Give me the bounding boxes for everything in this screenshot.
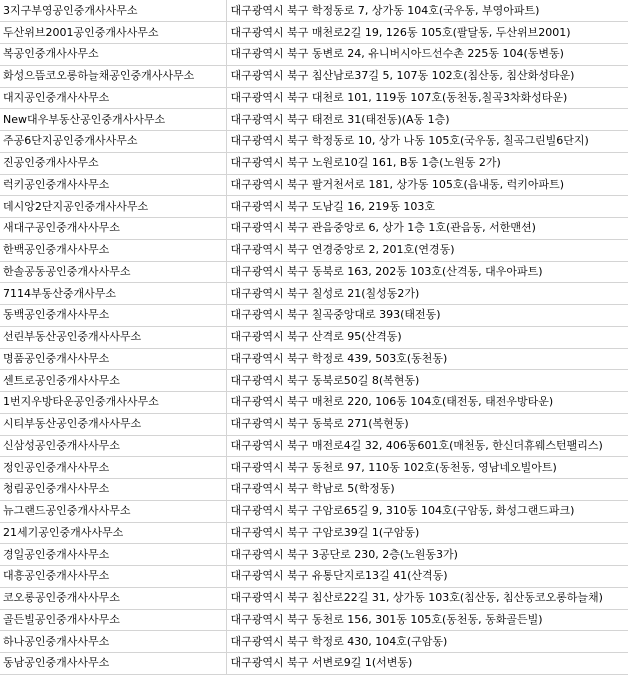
- office-name-cell[interactable]: 데시앙2단지공인중개사사무소: [0, 196, 226, 218]
- office-name-cell[interactable]: 시티부동산공인중개사사무소: [0, 413, 226, 435]
- table-row[interactable]: [0, 239, 628, 261]
- office-address-cell[interactable]: 대구광역시 북구 학정동로 7, 상가동 104호(국우동, 부영아파트): [226, 0, 628, 22]
- office-address-cell[interactable]: 대구광역시 북구 노원로10길 161, B동 1층(노원동 2가): [226, 152, 628, 174]
- office-address-cell[interactable]: 대구광역시 북구 3공단로 230, 2층(노원동3가): [226, 544, 628, 566]
- office-address-cell[interactable]: 대구광역시 북구 대천로 101, 119동 107호(동천동,칠곡3차화성타운): [226, 87, 628, 109]
- table-row[interactable]: [0, 283, 628, 305]
- table-row[interactable]: [0, 370, 628, 392]
- office-name-cell[interactable]: 센트로공인중개사사무소: [0, 370, 226, 392]
- office-name-cell[interactable]: 정인공인중개사사무소: [0, 457, 226, 479]
- office-name-cell[interactable]: New대우부동산공인중개사사무소: [0, 109, 226, 131]
- table-row[interactable]: [0, 65, 628, 87]
- office-name-cell[interactable]: 7114부동산중개사무소: [0, 283, 226, 305]
- table-row[interactable]: [0, 326, 628, 348]
- office-name-cell[interactable]: 한백공인중개사사무소: [0, 239, 226, 261]
- table-row[interactable]: [0, 152, 628, 174]
- office-name-cell[interactable]: 진공인중개사사무소: [0, 152, 226, 174]
- office-name-cell[interactable]: 대흥공인중개사사무소: [0, 566, 226, 588]
- office-address-cell[interactable]: 대구광역시 북구 학남로 5(학정동): [226, 479, 628, 501]
- office-address-cell[interactable]: 대구광역시 북구 칠곡중앙대로 393(태전동): [226, 305, 628, 327]
- office-name-cell[interactable]: 선린부동산공인중개사사무소: [0, 326, 226, 348]
- office-address-cell[interactable]: 대구광역시 북구 매천로 220, 106동 104호(태전동, 태전우방타운): [226, 392, 628, 414]
- office-address-cell[interactable]: 대구광역시 북구 동변로 24, 유니버시아드선수촌 225동 104(동변동): [226, 44, 628, 66]
- office-name-cell[interactable]: 한솔공동공인중개사사무소: [0, 261, 226, 283]
- office-address-cell[interactable]: 대구광역시 북구 칠성로 21(칠성동2가): [226, 283, 628, 305]
- office-name-cell[interactable]: 21세기공인중개사사무소: [0, 522, 226, 544]
- table-row[interactable]: [0, 196, 628, 218]
- office-address-cell[interactable]: 대구광역시 북구 학정동로 10, 상가 나동 105호(국우동, 칠곡그린빌6단지): [226, 131, 628, 153]
- office-address-cell[interactable]: 대구광역시 북구 침산남로37길 5, 107동 102호(침산동, 침산화성타운): [226, 65, 628, 87]
- office-address-cell[interactable]: 대구광역시 북구 유통단지로13길 41(산격동): [226, 566, 628, 588]
- office-name-cell[interactable]: 뉴그랜드공인중개사사무소: [0, 500, 226, 522]
- table-row[interactable]: [0, 587, 628, 609]
- office-name-cell[interactable]: 하나공인중개사사무소: [0, 631, 226, 653]
- office-address-cell[interactable]: 대구광역시 북구 동북로 271(복현동): [226, 413, 628, 435]
- table-row[interactable]: [0, 174, 628, 196]
- office-address-cell[interactable]: 대구광역시 북구 도남길 16, 219동 103호: [226, 196, 628, 218]
- table-row[interactable]: [0, 544, 628, 566]
- table-row[interactable]: [0, 435, 628, 457]
- office-name-cell[interactable]: 1번지우방타운공인중개사사무소: [0, 392, 226, 414]
- office-address-cell[interactable]: 대구광역시 북구 산격로 95(산격동): [226, 326, 628, 348]
- office-name-cell[interactable]: 3지구부영공인중개사사무소: [0, 0, 226, 22]
- table-row[interactable]: [0, 500, 628, 522]
- table-row[interactable]: [0, 348, 628, 370]
- table-row[interactable]: [0, 631, 628, 653]
- office-address-cell[interactable]: 대구광역시 북구 매전로4길 32, 406동601호(매천동, 한신더휴웨스턴팰리스): [226, 435, 628, 457]
- office-address-cell[interactable]: 대구광역시 북구 침산로22길 31, 상가동 103호(침산동, 침산동코오롱하늘채): [226, 587, 628, 609]
- table-row[interactable]: [0, 22, 628, 44]
- office-address-cell[interactable]: 대구광역시 북구 서변로9길 1(서변동): [226, 653, 628, 675]
- table-row[interactable]: [0, 457, 628, 479]
- table-row[interactable]: [0, 305, 628, 327]
- table-row[interactable]: [0, 392, 628, 414]
- office-address-cell[interactable]: 대구광역시 북구 동북로 163, 202동 103호(산격동, 대우아파트): [226, 261, 628, 283]
- office-name-cell[interactable]: 신삼성공인중개사사무소: [0, 435, 226, 457]
- office-address-cell[interactable]: 대구광역시 북구 태전로 31(태전동)(A동 1층): [226, 109, 628, 131]
- office-name-cell[interactable]: 대지공인중개사사무소: [0, 87, 226, 109]
- table-row[interactable]: [0, 87, 628, 109]
- office-name-cell[interactable]: 화성으뜸코오롱하늘채공인중개사사무소: [0, 65, 226, 87]
- table-row[interactable]: [0, 413, 628, 435]
- office-address-cell[interactable]: 대구광역시 북구 팔거천서로 181, 상가동 105호(읍내동, 럭키아파트): [226, 174, 628, 196]
- office-address-cell[interactable]: 대구광역시 북구 학정로 439, 503호(동천동): [226, 348, 628, 370]
- table-row[interactable]: [0, 0, 628, 22]
- table-row[interactable]: [0, 131, 628, 153]
- office-address-cell[interactable]: 대구광역시 북구 구암로65길 9, 310동 104호(구암동, 화성그랜드파크): [226, 500, 628, 522]
- office-address-cell[interactable]: 대구광역시 북구 동천로 156, 301동 105호(동천동, 동화골든빌): [226, 609, 628, 631]
- office-address-cell[interactable]: 대구광역시 북구 구암로39길 1(구암동): [226, 522, 628, 544]
- table-row[interactable]: [0, 609, 628, 631]
- office-name-cell[interactable]: 주공6단지공인중개사사무소: [0, 131, 226, 153]
- table-row[interactable]: [0, 44, 628, 66]
- table-row[interactable]: [0, 109, 628, 131]
- office-name-cell[interactable]: 두산위브2001공인중개사사무소: [0, 22, 226, 44]
- table-row[interactable]: [0, 522, 628, 544]
- office-address-cell[interactable]: 대구광역시 북구 동북로50길 8(복현동): [226, 370, 628, 392]
- office-name-cell[interactable]: 동남공인중개사사무소: [0, 653, 226, 675]
- office-name-cell[interactable]: 경일공인중개사사무소: [0, 544, 226, 566]
- office-address-cell[interactable]: 대구광역시 북구 매천로2길 19, 126동 105호(팔달동, 두산위브2001): [226, 22, 628, 44]
- office-name-cell[interactable]: 골든빌공인중개사사무소: [0, 609, 226, 631]
- table-row[interactable]: [0, 218, 628, 240]
- table-row[interactable]: [0, 566, 628, 588]
- office-address-cell[interactable]: 대구광역시 북구 관음중앙로 6, 상가 1층 1호(관음동, 서한맨션): [226, 218, 628, 240]
- office-address-cell[interactable]: 대구광역시 북구 동천로 97, 110동 102호(동천동, 영남네오빌아트): [226, 457, 628, 479]
- office-address-cell[interactable]: 대구광역시 북구 연경중앙로 2, 201호(연경동): [226, 239, 628, 261]
- table-row[interactable]: [0, 261, 628, 283]
- office-name-cell[interactable]: 청림공인중개사사무소: [0, 479, 226, 501]
- office-name-cell[interactable]: 동백공인중개사사무소: [0, 305, 226, 327]
- table-row[interactable]: [0, 653, 628, 675]
- table-row[interactable]: [0, 479, 628, 501]
- office-name-cell[interactable]: 명품공인중개사사무소: [0, 348, 226, 370]
- office-name-cell[interactable]: 코오롱공인중개사사무소: [0, 587, 226, 609]
- office-address-cell[interactable]: 대구광역시 북구 학정로 430, 104호(구암동): [226, 631, 628, 653]
- office-name-cell[interactable]: 복공인중개사사무소: [0, 44, 226, 66]
- office-name-cell[interactable]: 새대구공인중개사사무소: [0, 218, 226, 240]
- office-name-cell[interactable]: 럭키공인중개사사무소: [0, 174, 226, 196]
